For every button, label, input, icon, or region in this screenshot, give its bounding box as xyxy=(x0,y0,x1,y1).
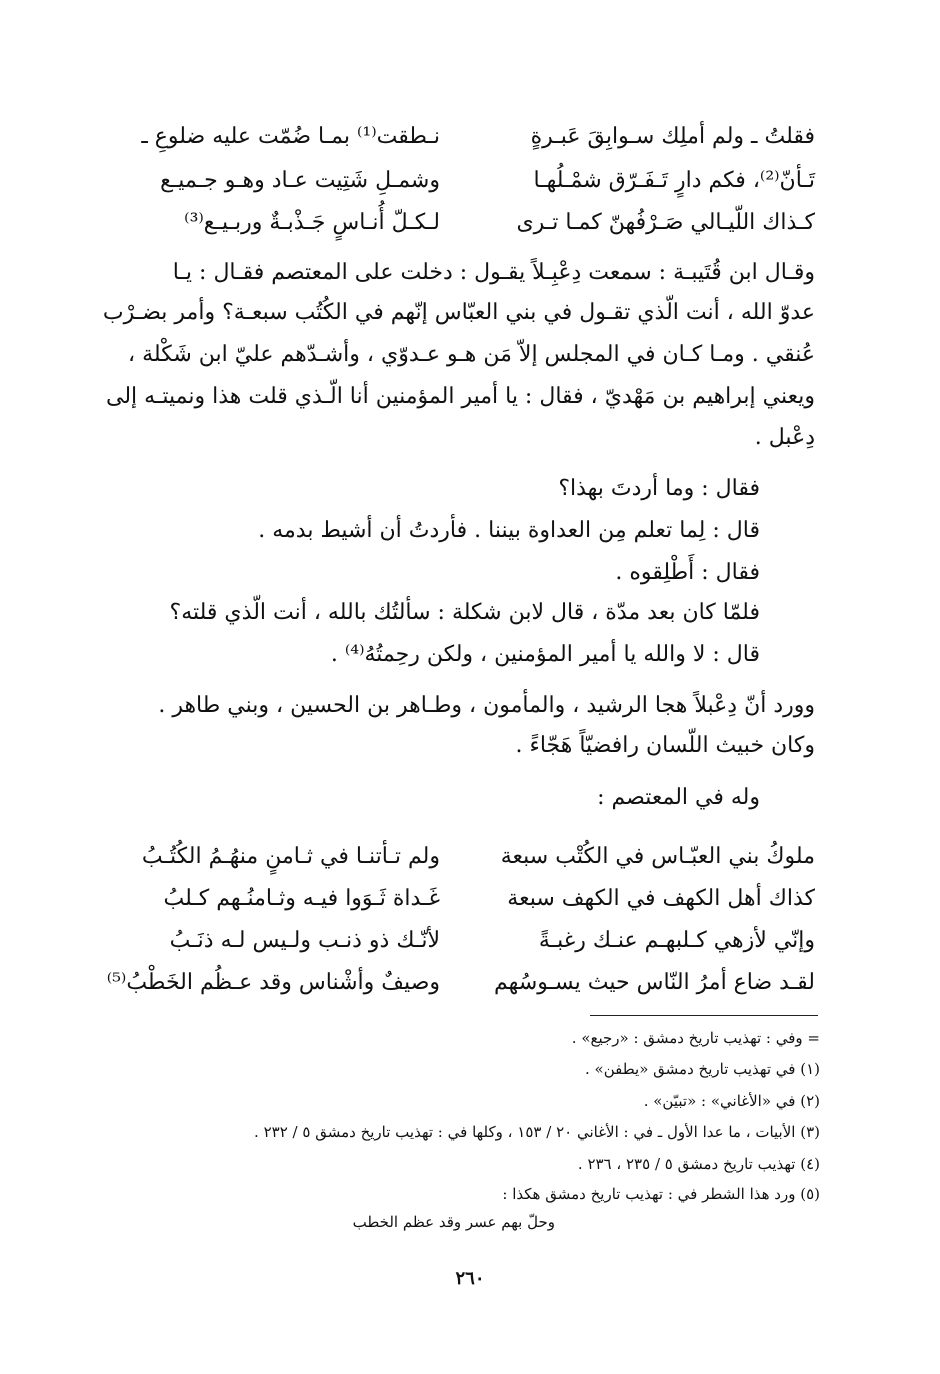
verse-second-hemistich: ولم تـأتنـا في ثـامنٍ منهُـمُ الكُتُـبُ xyxy=(141,843,440,869)
verse-line xyxy=(100,877,815,919)
paragraph-line: ويعني إبراهيم بن مَهْديّ ، فقال : يا أمير المؤمنين أنا الّـذي قلت هذا ونميتـه إلى xyxy=(106,384,815,409)
verse-second-hemistich: لأنّـك ذو ذنـب ولـيس لـه ذنَـبُ xyxy=(169,927,440,953)
dialogue-line: فلمّا كان بعد مدّة ، قال لابن شكلة : سألتُك بالله ، أنت الّذي قلته؟ xyxy=(169,600,760,625)
verse-first-hemistich: كذاك أهل الكهف في الكهف سبعة xyxy=(507,885,815,911)
paragraph-line: عدوّ الله ، أنت الّذي تقـول في بني العبّاس إنّهم في الكُتُب سبعـة؟ وأمر بضـرْب xyxy=(102,300,815,325)
footnote: (٥) ورد هذا الشطر في : تهذيب تاريخ دمشق هكذا : xyxy=(502,1185,820,1203)
paragraph-line: عُنقي . ومـا كـان في المجلس إلاّ مَن هـو عـدوّي ، وأشـدّهم عليّ ابن شَكْلة ، xyxy=(128,342,815,367)
verse-line xyxy=(100,201,815,243)
footnote-separator xyxy=(590,1015,818,1016)
footnote: = وفي : تهذيب تاريخ دمشق : «رجيع» . xyxy=(571,1029,820,1047)
verse-first-hemistich: لقـد ضاع أمرُ النّاس حيث يسـوسُهم xyxy=(494,969,815,995)
footnote: (١) في تهذيب تاريخ دمشق «يطفن» . xyxy=(585,1060,820,1078)
verse-line xyxy=(100,159,815,201)
verse-first-hemistich: ملوكُ بني العبّـاس في الكُتْب سبعة xyxy=(500,843,815,869)
verse-second-hemistich: وشمـلِ شَتِيت عـاد وهـو جـميـع xyxy=(160,167,440,193)
dialogue-line: فقال : أَطْلِقوه . xyxy=(615,560,760,585)
paragraph-line: دِعْبل . xyxy=(754,425,815,450)
footnote: (٢) في «الأغاني» : «تبيّن» . xyxy=(643,1092,820,1110)
verse-line xyxy=(100,961,815,1003)
paragraph-line: وكان خبيث اللّسان رافضيّاً هَجّاءً . xyxy=(515,733,815,758)
footnote: (٤) تهذيب تاريخ دمشق ٥ / ٢٣٥ ، ٢٣٦ . xyxy=(577,1155,820,1173)
verse-line xyxy=(100,835,815,877)
verse-line xyxy=(100,115,815,157)
paragraph-line: وورد أنّ دِعْبلاً هجا الرشيد ، والمأمون ، وطـاهر بن الحسين ، وبني طاهر . xyxy=(158,693,815,718)
page-number: ٢٦٠ xyxy=(455,1268,485,1289)
verse-first-hemistich: وإنّي لأزهي كـلبهـم عنـك رغبـةً xyxy=(538,927,815,953)
poem-intro: وله في المعتصم : xyxy=(597,785,760,810)
verse-second-hemistich: نـطقت⁽¹⁾ بمـا ضُمّت عليه ضلوعِ ـ xyxy=(141,123,440,149)
verse-second-hemistich: غَـداة ثَـوَوا فيـه وثـامنُـهم كـلبُ xyxy=(163,885,440,911)
verse-first-hemistich: فقلتُ ـ ولم أملِك سـوابِقَ عَبـرةٍ xyxy=(530,123,815,149)
dialogue-line: قال : لِما تعلم مِن العداوة بيننا . فأردتُ أن أشيط بدمه . xyxy=(258,518,760,543)
verse-second-hemistich: لـكـلّ أُنـاسٍ جَـذْبـةٌ وربـيـع⁽³⁾ xyxy=(184,209,440,235)
paragraph-line: وقـال ابن قُتَيبـة : سمعت دِعْبِـلاً يقـول : دخلت على المعتصم فقـال : يـا xyxy=(172,260,815,285)
verse-first-hemistich: كـذاك اللّيـالي صَـرْفُهنّ كمـا تـرى xyxy=(516,209,815,235)
verse-line xyxy=(100,919,815,961)
footnote: (٣) الأبيات ، ما عدا الأول ـ في : الأغاني ٢٠ / ١٥٣ ، وكلها في : تهذيب تاريخ دمشق ٥ / ٢٣٢ . xyxy=(254,1123,820,1141)
verse-second-hemistich: وصيفٌ وأشْناس وقد عـظُم الخَطْبُ⁽⁵⁾ xyxy=(106,969,440,995)
verse-first-hemistich: تَـأنّ⁽²⁾، فكم دارٍ تَـفَـرّق شمْـلُهـا xyxy=(533,167,815,193)
footnote-quoted-verse: وحلّ بهم عسر وقد عظم الخطب xyxy=(352,1213,555,1231)
dialogue-line: قال : لا والله يا أمير المؤمنين ، ولكن رحِمتُهُ⁽⁴⁾ . xyxy=(330,642,760,667)
dialogue-line: فقال : وما أردتَ بهذا؟ xyxy=(558,476,760,501)
